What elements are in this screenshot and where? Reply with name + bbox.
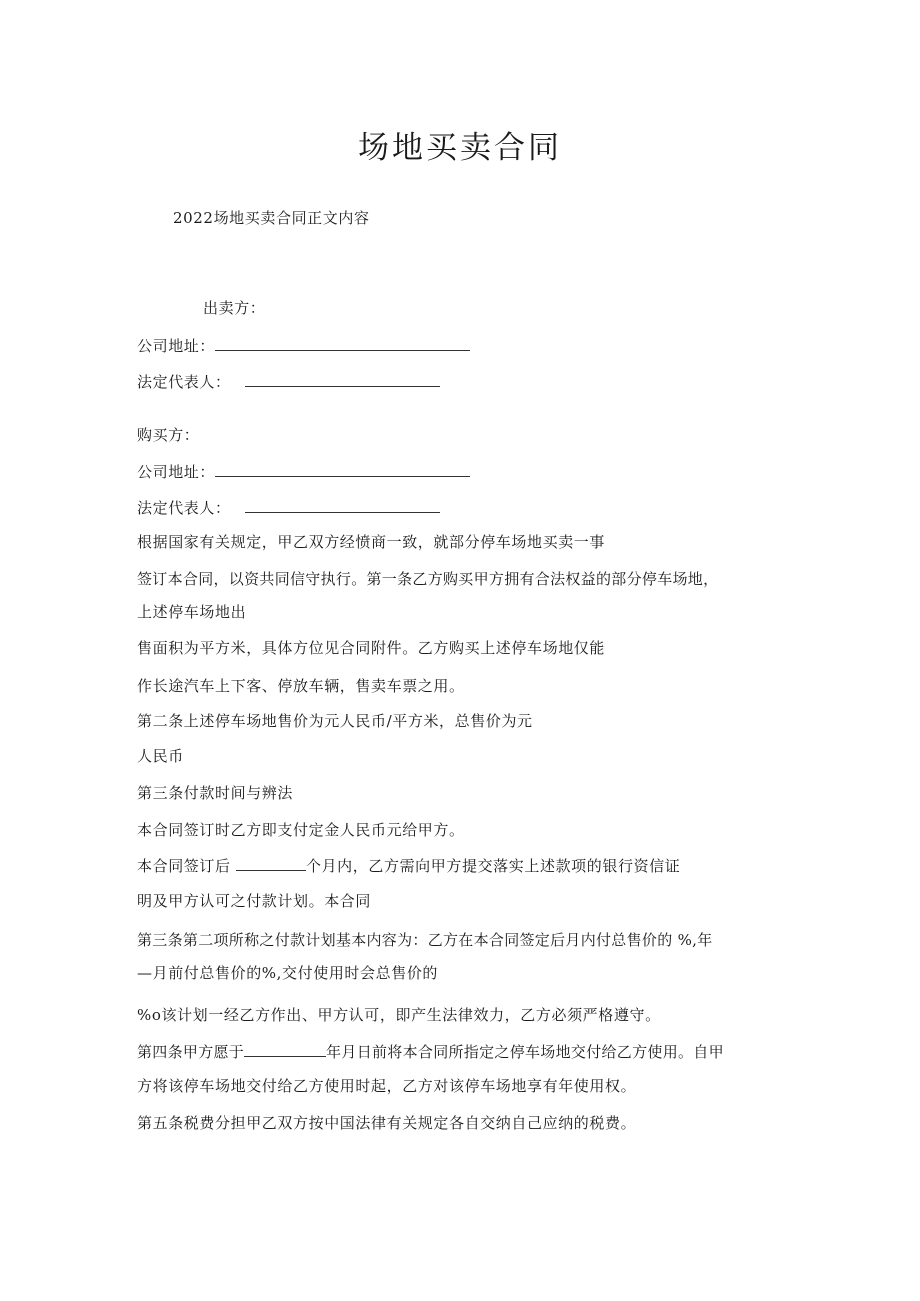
body-line: 根据国家有关规定，甲乙双方经愤商一致，就部分停车场地买卖一事 xyxy=(137,533,606,551)
body-line: 上述停车场地出 xyxy=(137,603,247,621)
body-line: 方将该停车场地交付给乙方使用时起，乙方对该停车场地享有年使用权。 xyxy=(137,1077,637,1095)
body-text: 年月日前将本合同所指定之停车场地交付给乙方使用。自甲 xyxy=(326,1043,724,1061)
body-text: 第四条甲方愿于 xyxy=(137,1043,245,1061)
body-line: 签订本合同，以资共同信守执行。第一条乙方购买甲方拥有合法权益的部分停车场地， xyxy=(137,570,719,588)
seller-address-blank xyxy=(215,334,470,351)
buyer-rep-label: 法定代表人： xyxy=(137,499,231,517)
buyer-rep-blank xyxy=(245,496,440,513)
body-line: 本合同签订时乙方即支付定金人民币元给甲方。 xyxy=(137,821,465,839)
buyer-address-label: 公司地址： xyxy=(137,463,216,481)
date-blank xyxy=(244,1040,326,1057)
document-title: 场地买卖合同 xyxy=(358,130,562,166)
body-text: 本合同签订后 xyxy=(137,857,236,875)
body-line: 第三条第二项所称之付款计划基本内容为：乙方在本合同签定后月内付总售价的 %,年 xyxy=(137,931,713,949)
body-line: 第五条税费分担甲乙双方按中国法律有关规定各自交纳自己应纳的税费。 xyxy=(137,1114,637,1132)
body-line: %o该计划一经乙方作出、甲方认可，即产生法律效力，乙方必须严格遵守。 xyxy=(137,1006,661,1024)
body-text: 个月内，乙方需向甲方提交落实上述款项的银行资信证 xyxy=(305,857,681,875)
document-subtitle: 2022场地买卖合同正文内容 xyxy=(173,209,370,227)
seller-address-label: 公司地址： xyxy=(137,337,216,355)
section-heading: 第三条付款时间与辨法 xyxy=(137,784,294,802)
body-line: 人民币 xyxy=(137,747,184,765)
body-line: 第二条上述停车场地售价为元人民币/平方米，总售价为元 xyxy=(137,712,533,730)
buyer-address-row xyxy=(137,460,470,483)
seller-heading: 出卖方： xyxy=(203,299,266,317)
months-blank xyxy=(236,854,306,871)
body-line-with-blank xyxy=(137,854,680,877)
seller-rep-blank xyxy=(245,370,440,387)
buyer-heading: 购买方： xyxy=(137,426,200,444)
body-line: 作长途汽车上下客、停放车辆，售卖车票之用。 xyxy=(137,677,465,695)
seller-address-row xyxy=(137,334,470,357)
buyer-rep-row xyxy=(137,496,440,519)
body-line: —月前付总售价的%,交付使用时会总售价的 xyxy=(137,964,439,982)
body-line-with-blank xyxy=(137,1040,724,1063)
seller-rep-label: 法定代表人： xyxy=(137,373,231,391)
buyer-address-blank xyxy=(215,460,470,477)
body-line: 明及甲方认可之付款计划。本合同 xyxy=(137,892,372,910)
body-line: 售面积为平方米，具体方位见合同附件。乙方购买上述停车场地仅能 xyxy=(137,639,606,657)
seller-rep-row xyxy=(137,370,440,393)
